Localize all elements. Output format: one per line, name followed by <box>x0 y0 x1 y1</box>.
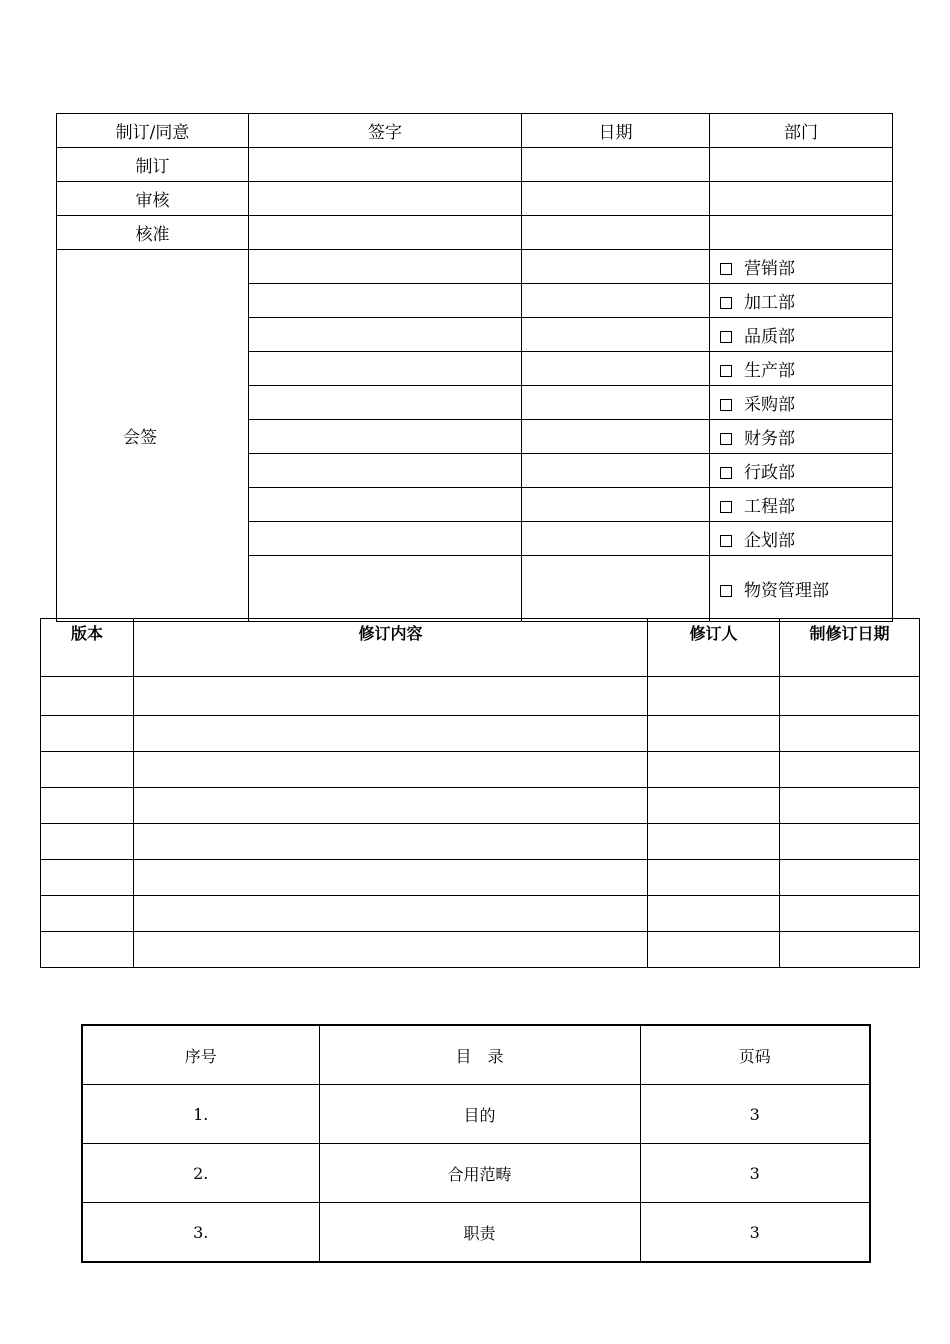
signature-field[interactable] <box>249 454 522 488</box>
department-checkbox-item[interactable] <box>710 284 893 318</box>
date-cell[interactable] <box>780 860 920 896</box>
role-label: 核准 <box>57 216 249 250</box>
toc-page: 3 <box>640 1085 870 1144</box>
checkbox-icon[interactable] <box>720 467 732 479</box>
signature-field[interactable] <box>249 182 522 216</box>
department-field[interactable] <box>710 216 893 250</box>
header-cell: 日期 <box>522 114 710 148</box>
department-checkbox-item[interactable] <box>710 352 893 386</box>
signature-field[interactable] <box>249 522 522 556</box>
checkbox-icon[interactable] <box>720 331 732 343</box>
date-cell[interactable] <box>780 932 920 968</box>
approval-row <box>57 148 893 182</box>
signature-field[interactable] <box>249 216 522 250</box>
revision-row <box>41 860 920 896</box>
approval-table <box>56 113 893 622</box>
department-checkbox-item[interactable] <box>710 488 893 522</box>
department-label: 生产部 <box>744 361 795 381</box>
department-label: 营销部 <box>744 259 795 279</box>
checkbox-icon[interactable] <box>720 399 732 411</box>
signature-field[interactable] <box>249 318 522 352</box>
toc-title[interactable]: 合用范畴 <box>319 1144 640 1203</box>
toc-table <box>81 1024 871 1263</box>
department-checkbox-item[interactable] <box>710 318 893 352</box>
date-field[interactable] <box>522 182 710 216</box>
signature-field[interactable] <box>249 556 522 622</box>
revision-row <box>41 896 920 932</box>
date-field[interactable] <box>522 250 710 284</box>
revision-row <box>41 716 920 752</box>
checkbox-icon[interactable] <box>720 535 732 547</box>
date-field[interactable] <box>522 352 710 386</box>
checkbox-icon[interactable] <box>720 501 732 513</box>
date-cell[interactable] <box>780 677 920 716</box>
version-cell[interactable] <box>41 896 134 932</box>
checkbox-icon[interactable] <box>720 585 732 597</box>
toc-row[interactable] <box>82 1203 870 1263</box>
date-field[interactable] <box>522 454 710 488</box>
toc-title[interactable]: 职责 <box>319 1203 640 1263</box>
content-cell[interactable] <box>134 824 648 860</box>
version-cell[interactable] <box>41 716 134 752</box>
content-header: 修订内容 <box>134 619 648 677</box>
toc-page: 3 <box>640 1144 870 1203</box>
reviser-cell[interactable] <box>648 896 780 932</box>
countersign-label: 会签 <box>57 250 249 622</box>
toc-page-header: 页码 <box>640 1025 870 1085</box>
content-cell[interactable] <box>134 860 648 896</box>
date-cell[interactable] <box>780 752 920 788</box>
version-cell[interactable] <box>41 752 134 788</box>
content-cell[interactable] <box>134 932 648 968</box>
department-checkbox-item[interactable] <box>710 454 893 488</box>
toc-number: 2. <box>82 1144 319 1203</box>
department-field[interactable] <box>710 148 893 182</box>
revision-header-row <box>41 619 920 677</box>
revision-row <box>41 932 920 968</box>
reviser-cell[interactable] <box>648 860 780 896</box>
reviser-cell[interactable] <box>648 788 780 824</box>
checkbox-icon[interactable] <box>720 263 732 275</box>
version-cell[interactable] <box>41 860 134 896</box>
reviser-cell[interactable] <box>648 716 780 752</box>
reviser-header: 修订人 <box>648 619 780 677</box>
version-cell[interactable] <box>41 788 134 824</box>
date-cell[interactable] <box>780 896 920 932</box>
checkbox-icon[interactable] <box>720 297 732 309</box>
revision-table <box>40 618 920 968</box>
content-cell[interactable] <box>134 752 648 788</box>
reviser-cell[interactable] <box>648 677 780 716</box>
department-label: 企划部 <box>744 531 795 551</box>
department-checkbox-item[interactable] <box>710 420 893 454</box>
date-field[interactable] <box>522 386 710 420</box>
toc-row[interactable] <box>82 1085 870 1144</box>
department-checkbox-item[interactable] <box>710 522 893 556</box>
reviser-cell[interactable] <box>648 932 780 968</box>
toc-header-row <box>82 1025 870 1085</box>
content-cell[interactable] <box>134 716 648 752</box>
date-field[interactable] <box>522 318 710 352</box>
department-checkbox-item[interactable] <box>710 386 893 420</box>
header-cell: 部门 <box>710 114 893 148</box>
department-label: 品质部 <box>744 327 795 347</box>
content-cell[interactable] <box>134 788 648 824</box>
signature-field[interactable] <box>249 250 522 284</box>
department-label: 行政部 <box>744 463 795 483</box>
version-cell[interactable] <box>41 824 134 860</box>
header-cell: 签字 <box>249 114 522 148</box>
date-field[interactable] <box>522 522 710 556</box>
department-label: 采购部 <box>744 395 795 415</box>
toc-page: 3 <box>640 1203 870 1263</box>
revision-row <box>41 677 920 716</box>
department-label: 工程部 <box>744 497 795 517</box>
signature-field[interactable] <box>249 148 522 182</box>
content-cell[interactable] <box>134 896 648 932</box>
date-field[interactable] <box>522 488 710 522</box>
role-label: 制订 <box>57 148 249 182</box>
toc-row[interactable] <box>82 1144 870 1203</box>
department-checkbox-item[interactable] <box>710 556 893 622</box>
signature-field[interactable] <box>249 284 522 318</box>
date-cell[interactable] <box>780 788 920 824</box>
date-cell[interactable] <box>780 716 920 752</box>
revision-row <box>41 752 920 788</box>
signature-field[interactable] <box>249 386 522 420</box>
checkbox-icon[interactable] <box>720 365 732 377</box>
approval-row <box>57 216 893 250</box>
countersign-row <box>57 250 893 284</box>
revision-date-header: 制修订日期 <box>780 619 920 677</box>
approval-header-row <box>57 114 893 148</box>
header-cell: 制订/同意 <box>57 114 249 148</box>
toc-title[interactable]: 目的 <box>319 1085 640 1144</box>
toc-title-header: 目 录 <box>319 1025 640 1085</box>
department-field[interactable] <box>710 182 893 216</box>
content-cell[interactable] <box>134 677 648 716</box>
date-field[interactable] <box>522 420 710 454</box>
department-label: 加工部 <box>744 293 795 313</box>
signature-field[interactable] <box>249 420 522 454</box>
toc-number: 1. <box>82 1085 319 1144</box>
version-cell[interactable] <box>41 677 134 716</box>
date-field[interactable] <box>522 216 710 250</box>
signature-field[interactable] <box>249 488 522 522</box>
date-field[interactable] <box>522 284 710 318</box>
approval-row <box>57 182 893 216</box>
date-field[interactable] <box>522 556 710 622</box>
version-cell[interactable] <box>41 932 134 968</box>
role-label: 审核 <box>57 182 249 216</box>
department-label: 财务部 <box>744 429 795 449</box>
revision-row <box>41 824 920 860</box>
toc-number: 3. <box>82 1203 319 1263</box>
reviser-cell[interactable] <box>648 752 780 788</box>
checkbox-icon[interactable] <box>720 433 732 445</box>
revision-row <box>41 788 920 824</box>
reviser-cell[interactable] <box>648 824 780 860</box>
department-label: 物资管理部 <box>744 581 829 601</box>
date-field[interactable] <box>522 148 710 182</box>
version-header: 版本 <box>41 619 134 677</box>
department-checkbox-item[interactable] <box>710 250 893 284</box>
toc-number-header: 序号 <box>82 1025 319 1085</box>
date-cell[interactable] <box>780 824 920 860</box>
signature-field[interactable] <box>249 352 522 386</box>
